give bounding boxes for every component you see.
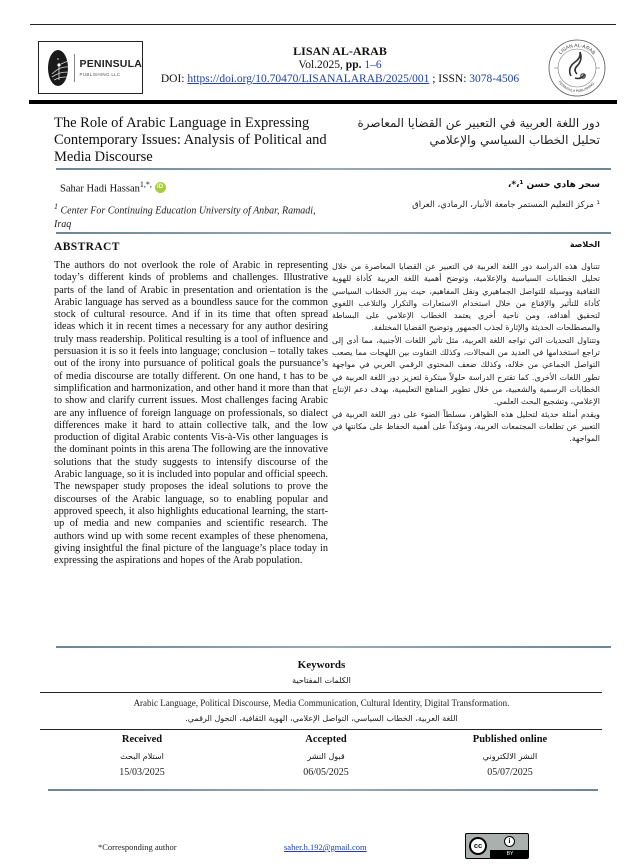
affiliation-ar: ¹ مركز التعليم المستمر جامعة الأنبار، الرمادي، العراق: [412, 200, 600, 210]
abstract-body-ar: تتناول هذه الدراسة دور اللغة العربية في التعبير عن القضايا المعاصرة من خلال تحليل الخطابات السياسية والإعلامية، وتوضح أهمية اللغة العربية كأداة للهوية الثقافية ووسيلة للتواصل الجماهيري ونقل المفاهيم، حيث يبرز الخطاب السياسي كأداة للتأثير والإقناع من خلال استخدام الاستعارات والتكرار والتلاعب اللغوي لتحقيق أهدافه، ومن ناحية أخرى يعتمد الخطاب الإعلامي على البساطة والمصطلحات الحديثة والإثارة لجذب الجمهور وتوضيح القضايا المختلفة. وتتناول التحديات التي تواجه اللغة العربية، مثل تأثير اللغات الأجنبية، مما أدى إلى تراجع استخدامها في العديد من المجالات، وكذلك التفاوت بين اللهجات مما يصعب التواصل الجماعي من خلاله، وكذلك ضعف المحتوى الرقمي العربي في مواجهة تطور اللغات الأخرى. كما تقترح الدراسة حلولاً مبتكرة لتعزيز دور اللغة العربية في الخطابات الرسمية والشعبية، من خلال تطوير المناهج التعليمية، بهدف دعم الإنتاج الإعلامي، وتشجيع البحث العلمي. ويقدم أمثلة حديثة لتحليل هذه الظواهر، مسلطاً الضوء على دور اللغة العربية في التعبير عن تطلعات المجتمعات العربية، ومؤكداً على أهمية الحفاظ على مكانتها في المواجهة.: [332, 262, 600, 444]
publisher-logo-divider: [74, 54, 75, 82]
top-rule: [30, 24, 616, 25]
header-thick-rule: [29, 100, 617, 104]
svg-text:PENINSULA PUBLISHING: PENINSULA PUBLISHING: [557, 80, 596, 94]
license-by-label: BY: [490, 850, 529, 858]
date-published: Published online النشر الالكتروني 05/07/2025: [472, 734, 548, 778]
date-accepted: Accepted قبول النشر 06/05/2025: [303, 734, 349, 778]
doi-link[interactable]: https://doi.org/10.70470/LISANALARAB/2025/001: [187, 73, 430, 85]
journal-seal-logo-icon: [547, 38, 607, 98]
author-name-ar: سحر هادي حسن ¹،*،: [507, 180, 600, 190]
affiliation-en: $^1$ Center For Continuing Education University of Anbar, Ramadi, Iraq: [54, 202, 316, 231]
date-received: Received استلام البحث 15/03/2025: [119, 734, 165, 778]
svg-text:LISAN AL-ARAB: LISAN AL-ARAB: [557, 42, 597, 57]
section-divider: [56, 646, 611, 648]
journal-doi-line: DOI: https://doi.org/10.70470/LISANALARAB/2025/001 ; ISSN: 3078-4506: [160, 73, 520, 85]
orcid-icon[interactable]: iD: [155, 182, 166, 193]
publication-dates: [40, 734, 602, 778]
cc-by-license-badge[interactable]: [465, 833, 529, 859]
journal-volume: Vol.2025, pp. 1–6: [298, 59, 382, 71]
publisher-name: PENINSULA: [79, 58, 142, 70]
keywords-top-rule: [40, 692, 602, 693]
keywords-heading-ar: الكلمات المفتاحية: [292, 676, 351, 685]
creative-commons-icon: cc: [469, 837, 487, 855]
article-title-ar: دور اللغة العربية في التعبير عن القضايا المعاصرة تحليل الخطاب السياسي والإعلامي: [357, 116, 600, 147]
issn-value: 3078-4506: [469, 73, 520, 85]
publisher-subtitle: PUBLISHING LLC: [79, 72, 121, 77]
abstract-heading-en: ABSTRACT: [54, 241, 120, 253]
journal-title: LISAN AL-ARAB: [293, 44, 387, 58]
section-divider: [48, 789, 598, 791]
keywords-bottom-rule: [40, 729, 602, 730]
corresponding-author-label: *Corresponding author: [98, 842, 177, 852]
publisher-logo: [38, 41, 143, 94]
abstract-body-en: The authors do not overlook the role of Arabic in representing today’s different kinds of problems and challenges. Illustrative parts of the land of Arabic in presentation and orientation is the Arabic language has served as a boundless sauce for the common stock of cultural resource. And if in its time that often spread ideas which it in recent times a necessary for any author desiring truly mass readership. Political resulting is a tool of influence and persuasion it is so it feels into language; conclusion – totally takes out of the irony into pursuance of political goals the pursuance’s of media discourse are totally different. On one hand, t has to be simplification and harmonization, and other hand it more than that to show and clarify current issues. Most challenges facing Arabic are any influence of foreign language on professionals, so dialect differences make it hard to attain collective talk, and the low production of digital Arabic contents Vis-à-Vis other languages is the dominant points in this arena The following are the innovative solutions that the study suggests to intensify discourse of the Arabic language, so it is included into popular and official speech. The newspaper study proposes the ideal solutions to prove the discourses of the Arabic language, so to enabling popular and approved speech, it also highlights educational learning, the start-up of media and new companies and scientific research. The authors wind up with some recent examples of these phenomena, giving insightful the final picture of the language’s place today in expressing the aspirations and hopes of the Arab population.: [54, 260, 328, 567]
section-divider: [56, 168, 611, 170]
publisher-logo-emblem-icon: [48, 50, 68, 86]
section-divider: [56, 232, 611, 234]
keywords-list-en: Arabic Language, Political Discourse, Media Communication, Cultural Identity, Digital Transformation.: [133, 698, 510, 708]
article-title-en: The Role of Arabic Language in Expressing Contemporary Issues: Analysis of Political and Media Discourse: [54, 115, 327, 165]
keywords-heading-en: Keywords: [297, 659, 346, 671]
abstract-heading-ar: الخلاصة: [569, 240, 600, 249]
author-email-link[interactable]: saher.h.192@gmail.com: [284, 842, 367, 852]
journal-info: [150, 44, 530, 86]
keywords-list-ar: اللغة العربية، الخطاب السياسي، التواصل الإعلامي، الهوية الثقافية، التحول الرقمي.: [185, 714, 458, 723]
author-name-en: Sahar Hadi Hassan$^{1,*,}$ iD: [60, 180, 166, 195]
attribution-person-icon: i: [504, 836, 515, 847]
